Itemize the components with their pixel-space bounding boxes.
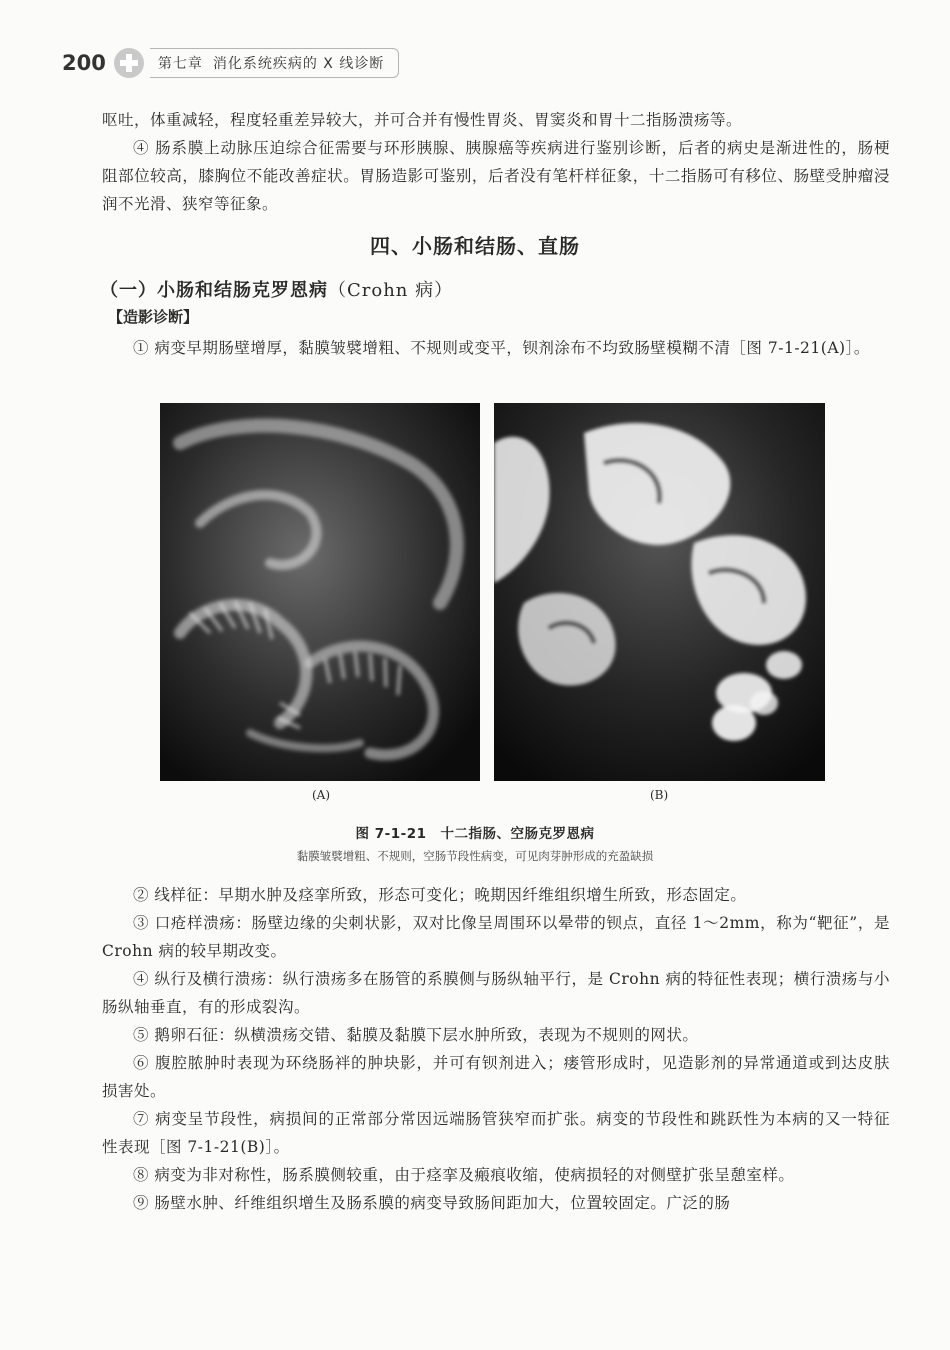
page-number: 200 (62, 51, 106, 75)
xray-image-a (160, 403, 480, 781)
point-1: ① 病变早期肠壁增厚，黏膜皱襞增粗、不规则或变平，钡剂涂布不均致肠壁模糊不清［图 7-1-21(A)］。 (133, 339, 870, 357)
figure-number: 图 7-1-21 (355, 826, 427, 842)
top-text-block (102, 106, 890, 218)
chapter-number: 第七章 (157, 56, 203, 72)
list-item: ⑦ 病变呈节段性，病损间的正常部分常因远端肠管狭窄而扩张。病变的节段性和跳跃性为本病的又一特征性表现［图 7-1-21(B)］。 (102, 1110, 890, 1156)
list-item: ④ 纵行及横行溃疡：纵行溃疡多在肠管的系膜侧与肠纵轴平行，是 Crohn 病的特征性表现；横行溃疡与小肠纵轴垂直，有的形成裂沟。 (102, 970, 890, 1016)
plus-icon (114, 48, 144, 78)
list-item: ⑥ 腹腔脓肿时表现为环绕肠袢的肿块影，并可有钡剂进入；瘘管形成时，见造影剂的异常通道或到达皮肤损害处。 (102, 1054, 890, 1100)
xray-image-b (494, 403, 825, 781)
list-item: ⑨ 肠壁水肿、纤维组织增生及肠系膜的病变导致肠间距加大，位置较固定。广泛的肠 (133, 1194, 731, 1212)
points-list (102, 881, 890, 1217)
subsection-label: （一）小肠和结肠克罗恩病 (100, 280, 328, 301)
diagnosis-heading: 【造影诊断】 (108, 308, 199, 326)
chapter-title: 消化系统疾病的 X 线诊断 (212, 56, 385, 72)
figure-title: 十二指肠、空肠克罗恩病 (440, 826, 595, 842)
panel-label-b: (B) (650, 788, 669, 802)
figure-subcaption: 黏膜皱襞增粗、不规则，空肠节段性病变，可见肉芽肿形成的充盈缺损 (296, 849, 654, 863)
subsection-title (100, 276, 453, 302)
section-title: 四、小肠和结肠、直肠 (370, 234, 580, 258)
list-item: ② 线样征：早期水肿及痉挛所致，形态可变化；晚期因纤维组织增生所致，形态固定。 (133, 886, 747, 904)
paragraph: ④ 肠系膜上动脉压迫综合征需要与环形胰腺、胰腺癌等疾病进行鉴别诊断，后者的病史是渐进性的，肠梗阻部位较高，膝胸位不能改善症状。胃肠造影可鉴别，后者没有笔杆样征象，十二指肠可有移位、肠壁受肿瘤浸润不光滑、狭窄等征象。 (102, 139, 890, 213)
page-header (62, 46, 399, 80)
figure-caption (0, 822, 950, 842)
list-item: ⑧ 病变为非对称性，肠系膜侧较重，由于痉挛及瘢痕收缩，使病损轻的对侧壁扩张呈憩室样。 (133, 1166, 795, 1184)
panel-label-a: (A) (312, 788, 331, 802)
subsection-suffix: （Crohn 病） (328, 280, 454, 301)
list-item: ⑤ 鹅卵石征：纵横溃疡交错、黏膜及黏膜下层水肿所致，表现为不规则的网状。 (133, 1026, 699, 1044)
chapter-label (150, 48, 400, 78)
list-item: ③ 口疮样溃疡：肠壁边缘的尖刺状影，双对比像呈周围环以晕带的钡点，直径 1～2mm，称为“靶征”，是 Crohn 病的较早期改变。 (102, 914, 890, 960)
paragraph: 呕吐，体重减轻，程度轻重差异较大，并可合并有慢性胃炎、胃窦炎和胃十二指肠溃疡等。 (102, 111, 743, 129)
